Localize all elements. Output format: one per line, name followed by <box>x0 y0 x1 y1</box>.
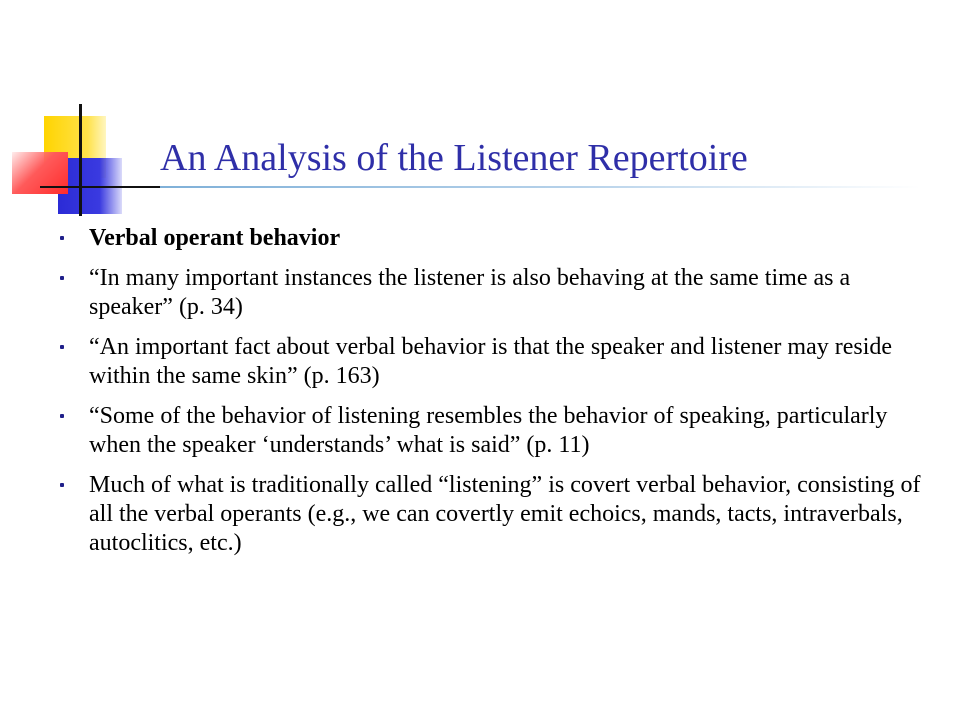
logo-vertical-line <box>79 104 82 216</box>
bullet-text: Verbal operant behavior <box>89 225 341 251</box>
logo-horizontal-line <box>40 186 160 188</box>
bullet-item <box>60 264 930 322</box>
bullet-text: Much of what is traditionally called “listening” is covert verbal behavior, consisting of all the verbal operants (e.g., we can covertly emit echoics, mands, tacts, intraverbals, autoclitics, etc.) <box>89 472 921 556</box>
title-underline <box>160 186 920 188</box>
bullet-text: “In many important instances the listener is also behaving at the same time as a speaker” (p. 34) <box>89 265 851 320</box>
bullet-dot-icon <box>60 483 64 487</box>
slide-logo <box>0 100 160 220</box>
bullet-dot-icon <box>60 345 64 349</box>
bullet-item <box>60 224 930 253</box>
bullet-dot-icon <box>60 276 64 280</box>
bullet-text: “Some of the behavior of listening resembles the behavior of speaking, particularly when the speaker ‘understands’ what is said” (p. 11) <box>89 403 888 458</box>
bullet-list <box>60 224 930 569</box>
bullet-item <box>60 333 930 391</box>
slide-title: An Analysis of the Listener Repertoire <box>160 137 748 179</box>
bullet-item <box>60 471 930 558</box>
bullet-dot-icon <box>60 236 64 240</box>
bullet-text: “An important fact about verbal behavior is that the speaker and listener may reside within the same skin” (p. 163) <box>89 334 893 389</box>
bullet-dot-icon <box>60 414 64 418</box>
bullet-item <box>60 402 930 460</box>
